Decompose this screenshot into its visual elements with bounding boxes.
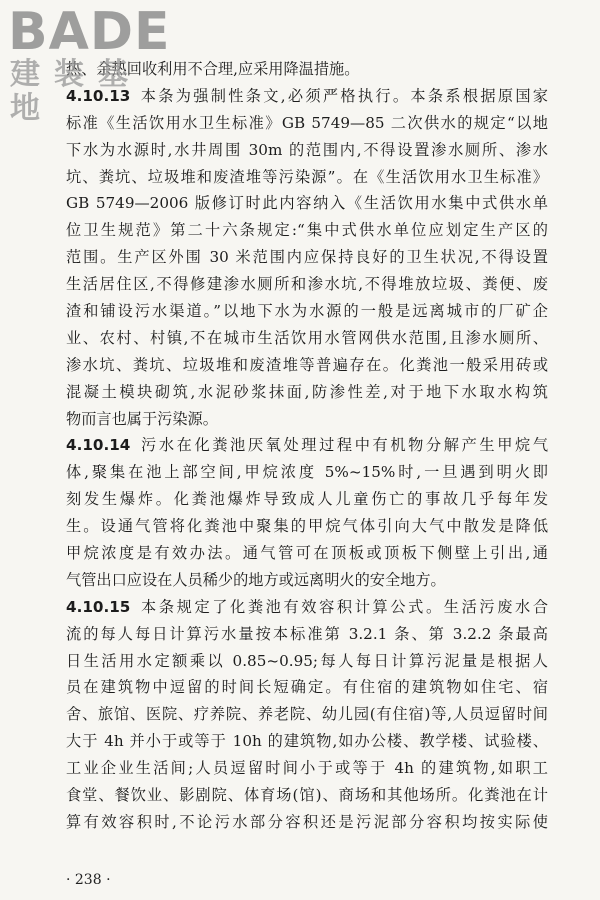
text-line: [66, 432, 548, 459]
text-line: 刻发生爆炸。化粪池爆炸导致成人儿童伤亡的事故几乎每年发: [66, 490, 548, 509]
watermark-subtitle: 建装基地: [10, 57, 142, 126]
text-line: [66, 83, 548, 110]
text-line-content: 本条规定了化粪池有效容积计算公式。生活污废水合: [138, 597, 548, 616]
paragraph-4-10-15: [66, 594, 548, 836]
text-line: 下水为水源时,水井周围 30m 的范围内,不得设置渗水厕所、渗水: [66, 140, 548, 159]
text-line: 算有效容积时,不论污水部分容积还是污泥部分容积均按实际使: [66, 812, 548, 831]
body-text: [66, 56, 548, 836]
text-line: 物而言也属于污染源。: [66, 409, 218, 428]
text-line: [66, 594, 548, 621]
text-line: 渗水坑、粪坑、垃圾堆和废渣堆等普遍存在。化粪池一般采用砖或: [66, 355, 548, 374]
text-line: 食堂、餐饮业、影剧院、体育场(馆)、商场和其他场所。化粪池在计: [66, 786, 548, 805]
text-line: 混凝土模块砌筑,水泥砂浆抹面,防渗性差,对于地下水取水构筑: [66, 382, 548, 401]
watermark-brand: BADE: [8, 2, 171, 62]
text-line: 生活居住区,不得修建渗水厕所和渗水坑,不得堆放垃圾、粪便、废: [66, 275, 548, 294]
section-number: 4.10.13: [66, 86, 131, 105]
text-line: 标准《生活饮用水卫生标准》GB 5749—85 二次供水的规定“以地: [66, 113, 548, 132]
paragraph-continuation: [66, 56, 548, 83]
section-number: 4.10.14: [66, 436, 131, 455]
text-line: 员在建筑物中逗留的时间长短确定。有住宿的建筑物如住宅、宿: [66, 678, 548, 697]
paragraph-4-10-13: [66, 83, 548, 433]
text-line: 甲烷浓度是有效办法。通气管可在顶板或顶板下侧壁上引出,通: [66, 544, 548, 563]
text-line: 热、余热回收利用不合理,应采用降温措施。: [66, 60, 360, 78]
text-line: 位卫生规范》第二十六条规定:“集中式供水单位应划定生产区的: [66, 221, 548, 240]
text-line: 生。设通气管将化粪池中聚集的甲烷气体引向大气中散发是降低: [66, 517, 548, 536]
text-line: 气管出口应设在人员稀少的地方或远离明火的安全地方。: [66, 570, 446, 589]
text-line: 大于 4h 并小于或等于 10h 的建筑物,如办公楼、教学楼、试验楼、: [66, 732, 548, 751]
text-line: 渣和铺设污水渠道。”以地下水为水源的一般是远离城市的厂矿企: [66, 302, 548, 321]
text-line: 日生活用水定额乘以 0.85~0.95;每人每日计算污泥量是根据人: [66, 651, 548, 670]
text-line: 舍、旅馆、医院、疗养院、养老院、幼儿园(有住宿)等,人员逗留时间: [66, 705, 548, 724]
section-number: 4.10.15: [66, 597, 131, 616]
text-line: 范围。生产区外围 30 米范围内应保持良好的卫生状况,不得设置: [66, 248, 548, 267]
text-line: 业、农村、村镇,不在城市生活饮用水管网供水范围,且渗水厕所、: [66, 328, 548, 347]
text-line: 体,聚集在池上部空间,甲烷浓度 5%~15%时,一旦遇到明火即: [66, 463, 548, 482]
text-line: GB 5749—2006 版修订时此内容纳入《生活饮用水集中式供水单: [66, 194, 548, 213]
text-line: 坑、粪坑、垃圾堆和废渣堆等污染源”。在《生活饮用水卫生标准》: [66, 167, 548, 186]
text-line-content: 本条为强制性条文,必须严格执行。本条系根据原国家: [138, 86, 548, 105]
page-number: · 238 ·: [66, 872, 111, 888]
text-line-content: 污水在化粪池厌氧处理过程中有机物分解产生甲烷气: [138, 436, 548, 455]
text-line: 工业企业生活间;人员逗留时间小于或等于 4h 的建筑物,如职工: [66, 759, 548, 778]
paragraph-4-10-14: [66, 432, 548, 593]
text-line: 流的每人每日计算污水量按本标准第 3.2.1 条、第 3.2.2 条最高: [66, 624, 548, 643]
